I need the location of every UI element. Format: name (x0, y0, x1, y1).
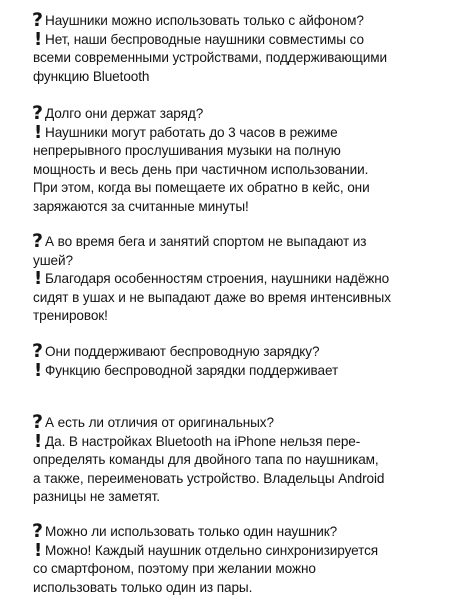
question-text: Долго они держат заряд? (45, 106, 204, 121)
faq-question-line: ушей? (33, 252, 73, 268)
faq-answer-line: При этом, когда вы помещаете их обратно в кейс, они (33, 180, 370, 196)
faq-question (32, 102, 453, 124)
question-mark-icon: ? (32, 9, 43, 31)
faq-question (32, 340, 453, 362)
answer-text: Функцию беспроводной зарядки поддерживает (45, 362, 339, 378)
faq-answer-line: со смартфоном, поэтому при желании можно (33, 561, 316, 577)
faq-answer-line: разницы не заметят. (33, 489, 160, 505)
exclamation-mark-icon: ! (34, 268, 43, 290)
faq-answer-line: заряжаются за считанные минуты! (33, 198, 249, 214)
faq-item-single-earbud (32, 520, 453, 597)
answer-text: Нет, наши беспроводные наушники совместимы со (45, 31, 364, 47)
faq-answer-line: непрерывного прослушивания музыки на полную (33, 143, 341, 159)
faq-answer-line: мощность и весь день при частичном использовании. (33, 161, 369, 177)
faq-item-wireless-charging (32, 340, 453, 381)
faq-item-differences-original (32, 411, 453, 507)
answer-text: Благодаря особенностям строения, наушники надёжно (45, 271, 390, 287)
question-mark-icon: ? (32, 230, 43, 252)
faq-question (32, 9, 453, 31)
exclamation-mark-icon: ! (34, 359, 43, 381)
faq-answer-line: использовать только один из пары. (33, 579, 253, 595)
faq-answer-line (33, 430, 453, 452)
answer-text: Да. В настройках Bluetooth на iPhone нельзя пере- (45, 433, 361, 449)
faq-answer-line (33, 359, 453, 381)
question-text: Наушники можно использовать только с айфоном? (45, 13, 364, 28)
faq-answer-line (33, 539, 453, 561)
faq-answer-line: сидят в ушах и не выпадают даже во время интенсивных (33, 289, 391, 305)
question-mark-icon: ? (32, 411, 43, 433)
question-text: Можно ли использовать только один наушник? (45, 524, 338, 539)
faq-answer-line: а также, переименовать устройство. Владельцы Android (33, 470, 385, 486)
faq-answer-line: функцию Bluetooth (33, 68, 150, 84)
faq-answer-line (33, 28, 453, 50)
question-text: Они поддерживают беспроводную зарядку? (45, 344, 320, 359)
exclamation-mark-icon: ! (34, 28, 43, 50)
faq-question (32, 411, 453, 433)
faq-answer-line (33, 121, 453, 143)
question-mark-icon: ? (32, 102, 43, 124)
faq-question (32, 520, 453, 542)
exclamation-mark-icon: ! (34, 539, 43, 561)
faq-question (32, 230, 453, 252)
answer-text: Можно! Каждый наушник отдельно синхронизируется (45, 542, 379, 558)
faq-item-battery-life (32, 102, 453, 217)
faq-answer-line: определять команды для двойного тапа по наушникам, (33, 452, 379, 468)
faq-answer-line: всеми современными устройствами, поддерживающими (33, 50, 387, 66)
faq-answer-line (33, 270, 453, 289)
exclamation-mark-icon: ! (34, 121, 43, 143)
exclamation-mark-icon: ! (34, 430, 43, 452)
question-text: А во время бега и занятий спортом не выпадают из (45, 234, 367, 249)
question-text: А есть ли отличия от оригинальных? (45, 415, 274, 430)
faq-item-sport-fit (32, 230, 453, 326)
answer-text: Наушники могут работать до 3 часов в режиме (45, 124, 338, 140)
faq-answer-line: тренировок! (33, 308, 108, 324)
question-mark-icon: ? (32, 340, 43, 362)
faq-item-headphones-iphone-only (32, 9, 453, 86)
question-mark-icon: ? (32, 520, 43, 542)
